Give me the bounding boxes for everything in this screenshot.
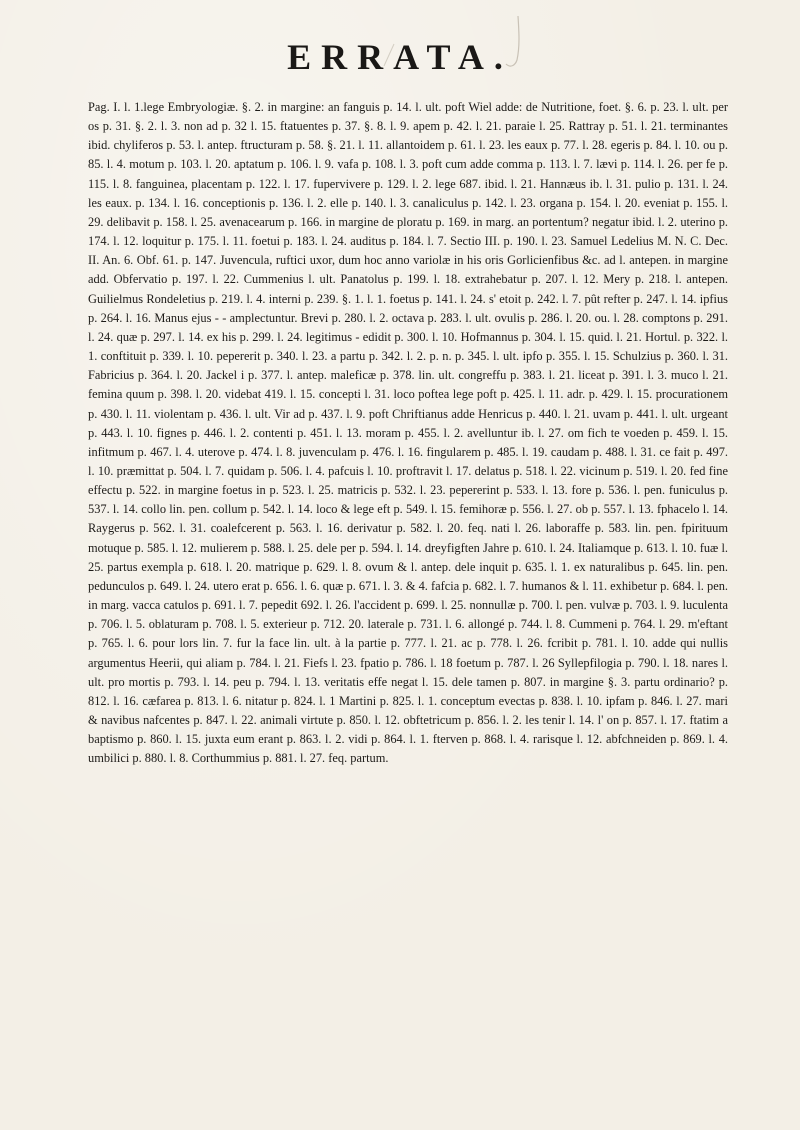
errata-list — [88, 98, 728, 768]
page-title: ERRATA. — [287, 37, 513, 77]
errata-paragraph: Pag. I. l. 1.lege Embryologiæ. §. 2. in margine: an fanguis p. 14. l. ult. poft Wiel adde: de Nutritione, foet. §. 6. p. 23. l. ult. per os p. 31. §. 2. l. 3. non ad p. 32 l. 15. ftatuentes p. 37. §. 8. l. 9. apem p. 42. l. 21. paraie l. 25. Rattray p. 51. l. 21. terminantes ibid. chyliferos p. 53. l. antep. ftructuram p. 58. §. 21. l. 11. allantoidem p. 61. l. 23. les eaux p. 77. l. 28. egeris p. 84. l. 10. ou p. 85. l. 4. motum p. 103. l. 20. aptatum p. 106. l. 9. vafa p. 108. l. 3. poft cum adde comma p. 113. l. 7. lævi p. 114. l. 26. per fe p. 115. l. 8. fanguinea, placentam p. 122. l. 17. fupervivere p. 129. l. 2. lege 687. ibid. l. 21. Hannæus ib. l. 31. pulio p. 131. l. 24. les eaux. p. 134. l. 16. conceptionis p. 136. l. 2. elle p. 140. l. 3. canaliculus p. 142. l. 23. organa p. 154. l. 20. eveniat p. 155. l. 29. delibavit p. 158. l. 25. avenacearum p. 166. in margine de ploratu p. 169. in marg. an portentum? negatur ibid. l. 2. uterino p. 174. l. 12. loquitur p. 175. l. 11. foetui p. 183. l. 24. auditus p. 184. l. 7. Sectio III. p. 190. l. 23. Samuel Ledelius M. N. C. Dec. II. An. 6. Obf. 61. p. 147. Juvencula, ruftici uxor, dum hoc anno variolæ in his oris Gorlicienfibus &c. ad l. antepen. in margine add. Obfervatio p. 197. l. 22. Cummenius l. ult. Panatolus p. 199. l. 18. extrahebatur p. 207. l. 12. Mery p. 218. l. antepen. Guilielmus Rondeletius p. 219. l. 4. interni p. 239. §. 1. l. 1. foetus p. 141. l. 24. s' etoit p. 242. l. 7. pût refter p. 247. l. 14. ipfius p. 264. l. 16. Manus ejus - - amplectuntur. Brevi p. 280. l. 2. octava p. 283. l. ult. ovulis p. 286. l. 20. ou. l. 28. comptons p. 291. l. 24. quæ p. 297. l. 14. ex his p. 299. l. 24. legitimus - edidit p. 300. l. 10. Hofmannus p. 304. l. 15. quid. l. 21. Hortul. p. 322. l. 1. conftituit p. 339. l. 10. pepererit p. 340. l. 23. a partu p. 342. l. 2. p. n. p. 345. l. ult. ipfo p. 355. l. 15. Schulzius p. 360. l. 31. Fabricius p. 364. l. 20. Jackel i p. 377. l. antep. maleficæ p. 378. lin. ult. congreffu p. 383. l. 21. liceat p. 391. l. 3. muco l. 21. femina quum p. 398. l. 20. videbat 419. l. 15. concepti l. 31. loco poftea lege poft p. 425. l. 11. adr. p. 429. l. 15. procurationem p. 430. l. 11. violentam p. 436. l. ult. Vir ad p. 437. l. 9. poft Chriftianus adde Henricus p. 440. l. 21. uvam p. 441. l. ult. urgeant p. 443. l. 10. fignes p. 446. l. 2. contenti p. 451. l. 13. moram p. 455. l. 2. avelluntur ib. l. 27. om fich te voeden p. 459. l. 15. infitmum p. 467. l. 4. uterove p. 474. l. 8. juvenculam p. 476. l. 16. fingularem p. 485. l. 19. caudam p. 488. l. 31. ce fait p. 497. l. 10. præmittat p. 504. l. 7. quidam p. 506. l. 4. pafcuis l. 10. proftravit l. 17. delatus p. 518. l. 22. vicinum p. 519. l. 20. fed fine effectu p. 522. in margine foetus in p. 523. l. 25. matricis p. 532. l. 23. pepererint p. 533. l. 13. fore p. 536. l. pen. funiculus p. 537. l. 14. collo lin. pen. collum p. 542. l. 14. loco & lege eft p. 549. l. 15. femihoræ p. 556. l. 27. ob p. 557. l. 13. fphacelo l. 14. Raygerus p. 562. l. 31. coalefcerent p. 563. l. 16. derivatur p. 582. l. 20. feq. nati l. 26. laboraffe p. 583. lin. pen. fpirituum motuque p. 585. l. 12. mulierem p. 588. l. 25. dele per p. 594. l. 14. dreyfigften Jahre p. 610. l. 24. Italiamque p. 613. l. 10. fuæ l. 25. partus exempla p. 618. l. 20. matrique p. 629. l. 8. ovum & l. antep. dele inquit p. 635. l. 1. ex naturalibus p. 645. lin. pen. pedunculos p. 649. l. 24. utero erat p. 656. l. 6. quæ p. 671. l. 3. & 4. fafcia p. 682. l. 7. humanos & l. 11. exhibetur p. 684. l. pen. in marg. vacca catulos p. 691. l. 7. pepedit 692. l. 26. l'accident p. 699. l. 25. nonnullæ p. 700. l. pen. vulvæ p. 703. l. 9. luculenta p. 706. l. 5. oblaturam p. 708. l. 5. exterieur p. 712. 20. laterale p. 731. l. 6. allongé p. 744. l. 8. Cummeni p. 764. l. 29. m'eftant p. 765. l. 6. pour lors lin. 7. fur la face lin. ult. à la partie p. 777. l. 21. ac p. 778. l. 26. fcribit p. 781. l. 10. adde qui nullis argumentus Heerii, qui aliam p. 784. l. 21. Fiefs l. 23. fpatio p. 786. l. 18 foetum p. 787. l. 26 Syllepfilogia p. 790. l. 18. nares l. ult. pro mortis p. 793. l. 14. peu p. 794. l. 13. veritatis effe negat l. 15. dele tamen p. 807. in margine §. 3. partu ordinario? p. 812. l. 16. cæfarea p. 813. l. 6. nitatur p. 824. l. 1 Martini p. 825. l. 1. conceptum evectas p. 838. l. 10. ipfam p. 846. l. 27. mari & navibus nafcentes p. 847. l. 22. animali virtute p. 850. l. 12. obftetricum p. 856. l. 2. les tenir l. 14. l' on p. 857. l. 17. ftatim a baptismo p. 860. l. 15. juxta eum erant p. 863. l. 2. vidi p. 864. l. 1. fterven p. 868. l. 4. rarisque l. 12. abfchneiden p. 869. l. 4. umbilici p. 880. l. 8. Corthummius p. 881. l. 27. feq. partum. — [88, 100, 728, 766]
